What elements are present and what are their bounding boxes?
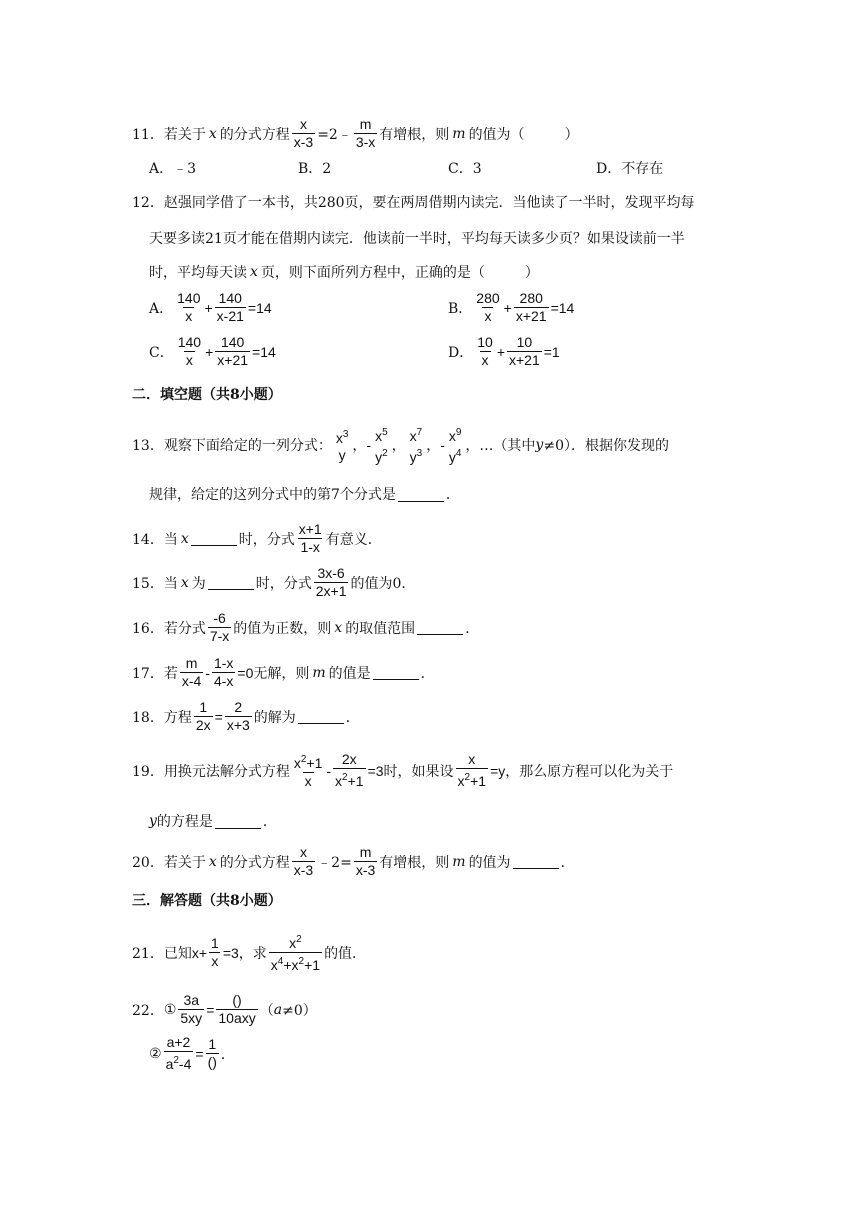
question-text: ，…（其中 <box>465 438 536 454</box>
denominator: +1 <box>304 957 321 973</box>
fraction <box>269 931 322 974</box>
denominator: x <box>185 352 193 368</box>
section-heading-answer <box>132 890 282 910</box>
sign: - <box>440 437 445 453</box>
question-11 <box>132 116 579 151</box>
denominator: x <box>335 773 343 789</box>
question-14 <box>132 521 382 556</box>
question-number: 13． <box>132 438 164 454</box>
equation-text: =2﹣ <box>317 126 352 143</box>
question-text: 赵强同学借了一本书，共280页，要在两周借期内读完．当他读了一半时，发现平均每 <box>163 195 695 211</box>
question-number: 22． <box>132 1002 164 1019</box>
denominator: x <box>304 773 312 789</box>
denominator: 3-x <box>355 134 376 150</box>
question-20 <box>132 844 575 879</box>
fraction <box>216 992 257 1027</box>
denominator: y <box>448 449 456 465</box>
condition: ≠0） <box>282 1002 317 1019</box>
fraction <box>164 1034 194 1073</box>
numerator: x <box>448 428 456 444</box>
question-12-line-1 <box>132 192 695 212</box>
equation-rhs: =0 <box>237 664 254 681</box>
var-x: x <box>334 619 343 636</box>
sign: - <box>366 437 372 453</box>
question-21 <box>132 931 366 974</box>
denominator: +1 <box>347 773 364 789</box>
numerator: 2x <box>341 751 357 767</box>
question-text: ． <box>345 709 360 726</box>
denominator: x <box>270 957 278 973</box>
equation-text: ﹣2= <box>317 854 352 871</box>
separator: ， <box>352 438 367 454</box>
question-text: 的值为0． <box>350 575 416 592</box>
question-text: 天要多读21页才能在借期内读完．他读前一半时，平均每天读多少页？如果设读前一半 <box>149 231 685 247</box>
option-label: D．不存在 <box>596 161 664 177</box>
q11-text: 有增根，则 <box>379 126 450 143</box>
numerator: 10 <box>516 334 533 350</box>
question-text: 已知 <box>163 945 192 962</box>
exponent: 4 <box>455 448 462 459</box>
question-19-line-2 <box>149 811 277 831</box>
numerator: x <box>335 430 343 446</box>
separator: ， <box>391 438 406 454</box>
exponent: 2 <box>296 934 302 945</box>
denominator: +1 <box>470 773 487 789</box>
question-12-line-2 <box>149 228 685 248</box>
question-text: ． <box>465 620 480 637</box>
q12-option-b <box>448 290 574 325</box>
var-x: x <box>208 853 217 870</box>
numerator: 3x-6 <box>317 565 345 581</box>
exponent: 2 <box>173 1055 179 1066</box>
numerator: 280 <box>519 290 543 306</box>
operator: + <box>204 299 213 316</box>
equation-rhs: =14 <box>550 299 575 316</box>
denominator: 2x+1 <box>315 583 347 599</box>
answer-blank[interactable] <box>373 665 419 680</box>
question-text: 无解，则 <box>253 665 310 682</box>
fraction <box>514 290 549 325</box>
denominator: y <box>375 449 383 465</box>
question-text: 页，则下面所列方程中，正确的是（ <box>260 265 485 281</box>
answer-blank[interactable] <box>513 854 559 869</box>
question-number: 21． <box>132 945 164 962</box>
denominator: x <box>484 308 492 324</box>
var-x: x <box>180 530 189 547</box>
question-text: ． <box>220 1046 235 1063</box>
fraction <box>225 699 252 734</box>
operator: + <box>496 343 505 360</box>
equals: = <box>214 708 223 725</box>
numerator: -6 <box>213 610 226 626</box>
q11-option-d <box>596 158 663 178</box>
fraction <box>212 655 235 690</box>
equation-rhs: =14 <box>247 299 272 316</box>
numerator: x <box>375 428 383 444</box>
fraction <box>176 334 203 369</box>
question-text: 为 <box>191 575 206 592</box>
denominator: x <box>457 773 465 789</box>
option-label: C． <box>149 344 174 361</box>
fraction <box>208 610 231 645</box>
numerator: m <box>359 844 372 860</box>
question-text: 的值为正数，则 <box>233 620 332 637</box>
question-22-part-1 <box>132 992 317 1027</box>
fraction <box>507 334 542 369</box>
denominator: 4-x <box>213 673 234 689</box>
question-text: 用换元法解分式方程 <box>163 763 290 780</box>
fraction <box>314 565 349 600</box>
fraction <box>209 935 221 970</box>
q12-option-a <box>149 290 272 325</box>
fraction <box>194 699 213 734</box>
question-16 <box>132 610 479 645</box>
numerator: 1 <box>208 1036 217 1052</box>
exponent: 3 <box>416 448 423 459</box>
answer-blank[interactable] <box>208 575 254 590</box>
denominator: x <box>211 953 219 969</box>
part-marker: ① <box>163 1001 177 1018</box>
fraction <box>408 424 425 466</box>
fraction <box>292 844 315 879</box>
denominator: 5xy <box>180 1010 203 1026</box>
numerator: 140 <box>218 290 242 306</box>
denominator: x-3 <box>355 862 376 878</box>
var-x: x <box>180 574 189 591</box>
question-17 <box>132 655 435 690</box>
q11-option-a <box>149 158 196 178</box>
question-text: 若 <box>163 665 178 682</box>
exponent: 4 <box>277 956 284 967</box>
exponent: 9 <box>455 427 462 438</box>
separator: ， <box>426 438 441 454</box>
question-number: 19． <box>132 763 164 780</box>
fraction <box>334 426 351 464</box>
equation-rhs: =y <box>490 762 506 779</box>
exponent: 3 <box>342 429 349 440</box>
numerator: 2 <box>234 699 243 715</box>
var-m: m <box>452 853 466 870</box>
exponent: 2 <box>342 772 348 783</box>
question-text: 的分式方程 <box>219 854 290 871</box>
question-text: 时，如果设 <box>383 763 454 780</box>
equals: = <box>206 1001 215 1018</box>
equation-rhs: =1 <box>543 343 560 360</box>
var-m: m <box>312 664 326 681</box>
fraction <box>175 290 202 325</box>
denominator: x+3 <box>226 717 250 733</box>
q11-option-c <box>448 158 482 178</box>
answer-blank[interactable] <box>398 487 444 502</box>
question-text: 若关于 <box>163 854 206 871</box>
denominator: x <box>481 352 489 368</box>
denominator: +x <box>283 957 299 973</box>
exponent: 2 <box>464 772 471 783</box>
equation-rhs: =14 <box>252 343 276 360</box>
numerator: +1 <box>306 755 323 771</box>
equals: = <box>195 1045 204 1062</box>
fraction <box>354 844 377 879</box>
question-13 <box>132 424 669 466</box>
question-text: ． <box>262 814 277 830</box>
denominator: x+21 <box>509 352 540 368</box>
answer-blank[interactable] <box>417 620 463 635</box>
numerator: 140 <box>177 334 202 350</box>
numerator-blank: () <box>232 992 242 1008</box>
numerator: 140 <box>220 334 245 350</box>
question-text: 的取值范围 <box>345 620 416 637</box>
denominator: x-3 <box>293 862 314 878</box>
option-label: A． <box>149 300 174 317</box>
numerator: m <box>185 655 198 671</box>
answer-blank[interactable] <box>298 709 344 724</box>
denominator: x+21 <box>515 308 547 324</box>
option-label: B．2 <box>298 161 332 177</box>
denominator: x-3 <box>293 134 314 150</box>
q11-option-b <box>298 158 331 178</box>
numerator: x <box>299 844 307 860</box>
denominator: x <box>185 308 193 324</box>
section-title: 三．解答题（共8小题） <box>132 893 282 909</box>
numerator: x <box>409 428 417 444</box>
denominator: 10axy <box>218 1010 256 1026</box>
question-text: 当 <box>163 575 178 592</box>
numerator: m <box>359 116 372 132</box>
expression: x+ <box>191 944 208 961</box>
numerator: 1-x <box>213 655 234 671</box>
numerator: x+1 <box>298 521 322 537</box>
fraction <box>333 751 366 790</box>
question-text: 时，平均每天读 <box>149 265 247 281</box>
numerator: 280 <box>476 290 500 306</box>
answer-blank[interactable] <box>191 531 237 546</box>
numerator: x <box>293 755 301 771</box>
fraction <box>292 116 315 151</box>
question-text: 规律，给定的这列分式中的第7个分式是 <box>149 487 396 503</box>
numerator: x <box>468 751 476 767</box>
fraction <box>475 334 495 369</box>
numerator: 1 <box>199 699 208 715</box>
question-text: ，求 <box>238 945 267 962</box>
question-number: 20． <box>132 854 164 871</box>
denominator: x-21 <box>216 308 244 324</box>
option-label: A．﹣3 <box>149 161 197 177</box>
denominator: -4 <box>178 1056 192 1072</box>
answer-blank[interactable] <box>215 814 261 829</box>
question-number: 14． <box>132 531 164 548</box>
question-number: 11． <box>132 126 164 143</box>
exponent: 7 <box>416 427 423 438</box>
question-text: ． <box>420 665 435 682</box>
denominator: x-4 <box>181 673 202 689</box>
operator: + <box>205 343 214 360</box>
question-number: 16． <box>132 620 164 637</box>
numerator: a+2 <box>166 1034 191 1050</box>
denominator: y <box>409 449 417 465</box>
question-number: 15． <box>132 575 164 592</box>
var-y: y <box>535 437 544 453</box>
option-label: B． <box>448 300 473 317</box>
q11-text: ） <box>564 126 579 143</box>
section-heading-fill-in <box>132 384 282 404</box>
fraction <box>178 992 204 1027</box>
fraction <box>373 424 390 466</box>
question-text: 时，分式 <box>238 531 295 548</box>
var-m: m <box>452 125 466 142</box>
fraction <box>297 521 324 556</box>
question-18 <box>132 699 360 734</box>
fraction <box>292 751 325 790</box>
q11-text: 的分式方程 <box>219 126 290 143</box>
q11-text: 的值为（ <box>468 126 525 143</box>
option-label: D． <box>448 344 474 361</box>
q11-text: 若关于 <box>163 126 206 143</box>
question-number: 12． <box>132 195 164 211</box>
q12-option-c <box>149 334 276 369</box>
var-x: x <box>208 125 217 142</box>
question-text: ≠0）．根据你发现的 <box>543 438 669 454</box>
section-title: 二．填空题（共8小题） <box>132 387 282 403</box>
numerator: 10 <box>477 334 493 350</box>
question-text: 方程 <box>163 709 192 726</box>
question-text: 观察下面给定的一列分式： <box>163 438 332 454</box>
question-text: ． <box>445 487 460 503</box>
var-a: a <box>273 1001 283 1018</box>
numerator: 1 <box>211 935 219 951</box>
question-text: ，那么原方程可以化为关于 <box>505 763 674 780</box>
question-15 <box>132 565 415 600</box>
denominator: x+21 <box>217 352 249 368</box>
denominator: 2x <box>195 717 211 733</box>
condition: （ <box>259 1002 274 1019</box>
fraction <box>215 290 246 325</box>
question-text: ． <box>560 854 575 871</box>
numerator: x <box>299 116 307 132</box>
denominator: 7-x <box>209 628 230 644</box>
fraction <box>474 290 501 325</box>
denominator: 1-x <box>300 539 320 555</box>
question-text: 的解为 <box>253 709 296 726</box>
denominator: a <box>165 1056 174 1072</box>
option-label: C．3 <box>448 161 482 177</box>
question-12-line-3 <box>149 262 539 282</box>
numerator: 3a <box>183 992 200 1008</box>
denominator: y <box>338 447 346 463</box>
exponent: 2 <box>298 956 305 967</box>
operator: - <box>205 664 210 681</box>
denominator-blank: () <box>207 1054 217 1070</box>
equation-rhs: =3 <box>222 944 239 961</box>
operator: - <box>326 762 332 779</box>
question-text: ） <box>524 265 539 281</box>
q12-option-d <box>448 334 560 369</box>
numerator: 140 <box>177 290 201 306</box>
question-text: 的值是 <box>328 665 371 682</box>
fraction <box>206 1036 219 1071</box>
question-text: 的方程是 <box>156 814 213 830</box>
exponent: 2 <box>382 448 388 459</box>
question-13-line-2 <box>149 484 460 504</box>
fraction <box>447 424 464 466</box>
fraction <box>215 334 250 369</box>
question-text: 的值为 <box>468 854 511 871</box>
question-text: 当 <box>163 531 178 548</box>
question-number: 18． <box>132 709 164 726</box>
question-19 <box>132 751 673 790</box>
question-number: 17． <box>132 665 164 682</box>
fraction <box>354 116 377 151</box>
var-y: y <box>149 813 157 829</box>
numerator: x <box>289 935 297 951</box>
question-text: 若分式 <box>163 620 206 637</box>
var-x: x <box>250 264 258 280</box>
question-22-part-2 <box>149 1034 235 1073</box>
part-marker: ② <box>149 1045 162 1062</box>
question-text: 有意义． <box>325 531 382 548</box>
question-text: 有增根，则 <box>379 854 450 871</box>
operator: + <box>503 299 512 316</box>
exponent: 5 <box>382 427 388 438</box>
fraction <box>180 655 203 690</box>
fraction <box>456 751 489 790</box>
question-text: 的值． <box>324 945 367 962</box>
exponent: 2 <box>300 754 307 765</box>
equation-rhs: =3 <box>367 762 384 779</box>
question-text: 时，分式 <box>255 575 312 592</box>
